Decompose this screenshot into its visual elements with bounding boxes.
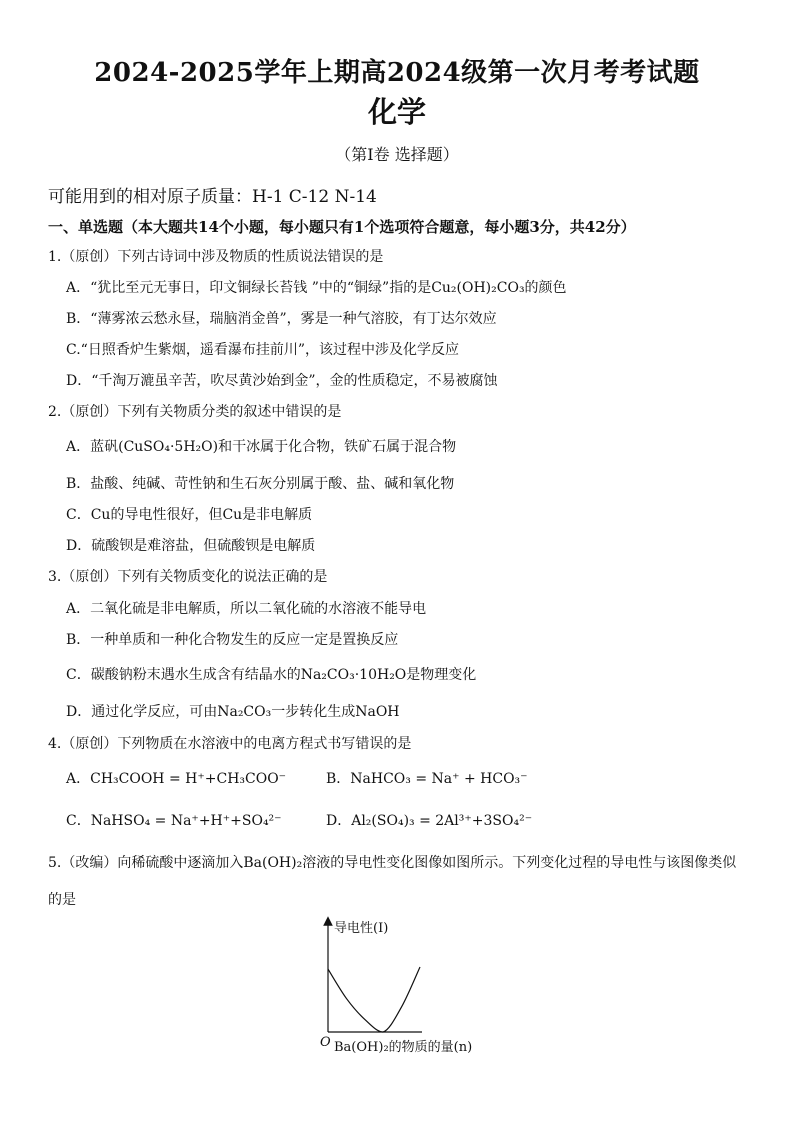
question-1-option-b: B．“薄雾浓云愁永昼，瑞脑消金兽”，雾是一种气溶胶，有丁达尔效应 — [66, 311, 497, 327]
question-3-option-c: C．碳酸钠粉末遇水生成含有结晶水的Na₂CO₃·10H₂O是物理变化 — [66, 667, 477, 683]
question-3-option-a: A．二氧化硫是非电解质，所以二氧化硫的水溶液不能导电 — [66, 601, 427, 617]
section-heading: 一、单选题（本大题共14个小题，每小题只有1个选项符合题意，每小题3分，共42分） — [48, 218, 636, 236]
question-1-option-d: D．“千淘万漉虽辛苦，吹尽黄沙始到金”，金的性质稳定，不易被腐蚀 — [66, 373, 498, 389]
question-5-stem-cont: 的是 — [48, 892, 76, 908]
question-2-option-b: B．盐酸、纯碱、苛性钠和生石灰分别属于酸、盐、碱和氧化物 — [66, 476, 455, 492]
question-2-option-c: C．Cu的导电性很好，但Cu是非电解质 — [66, 507, 313, 523]
question-3-option-d: D．通过化学反应，可由Na₂CO₃一步转化生成NaOH — [66, 704, 400, 720]
question-4-option-d: D．Al₂(SO₄)₃ = 2Al³⁺+3SO₄²⁻ — [326, 813, 533, 829]
x-axis-label: Ba(OH)₂的物质的量(n) — [334, 1040, 473, 1055]
question-2-stem: 2.（原创）下列有关物质分类的叙述中错误的是 — [48, 404, 342, 420]
question-2-option-d: D．硫酸钡是难溶盐，但硫酸钡是电解质 — [66, 538, 316, 554]
question-5-stem: 5.（改编）向稀硫酸中逐滴加入Ba(OH)₂溶液的导电性变化图像如图所示。下列变化过程的导电性与该图像类似 — [48, 855, 737, 871]
conductivity-chart — [312, 915, 492, 1060]
question-1-option-a: A．“犹比至元无事日，印文铜绿长苔钱 ”中的“铜绿”指的是Cu₂(OH)₂CO₃的颜色 — [66, 280, 567, 296]
question-4-option-c: C．NaHSO₄ = Na⁺+H⁺+SO₄²⁻ — [66, 813, 282, 829]
question-3-option-b: B．一种单质和一种化合物发生的反应一定是置换反应 — [66, 632, 399, 648]
origin-label: O — [320, 1035, 331, 1050]
question-4-option-a: A．CH₃COOH = H⁺+CH₃COO⁻ — [66, 771, 287, 787]
question-4-option-b: B．NaHCO₃ = Na⁺ + HCO₃⁻ — [326, 771, 528, 787]
volume-label: （第Ⅰ卷 选择题） — [335, 145, 459, 164]
conductivity-curve — [328, 967, 420, 1032]
question-1-option-c: C.“日照香炉生紫烟，遥看瀑布挂前川”，该过程中涉及化学反应 — [66, 342, 459, 358]
y-axis-label: 导电性(I) — [334, 921, 389, 936]
exam-title: 2024-2025学年上期高2024级第一次月考考试题 — [94, 58, 700, 88]
atomic-masses: 可能用到的相对原子质量：H-1 C-12 N-14 — [48, 187, 377, 207]
question-3-stem: 3.（原创）下列有关物质变化的说法正确的是 — [48, 569, 328, 585]
question-2-option-a: A．蓝矾(CuSO₄·5H₂O)和干冰属于化合物，铁矿石属于混合物 — [66, 439, 457, 455]
question-4-stem: 4.（原创）下列物质在水溶液中的电离方程式书写错误的是 — [48, 736, 412, 752]
question-1-stem: 1.（原创）下列古诗词中涉及物质的性质说法错误的是 — [48, 249, 384, 265]
subject-title: 化学 — [367, 95, 426, 129]
